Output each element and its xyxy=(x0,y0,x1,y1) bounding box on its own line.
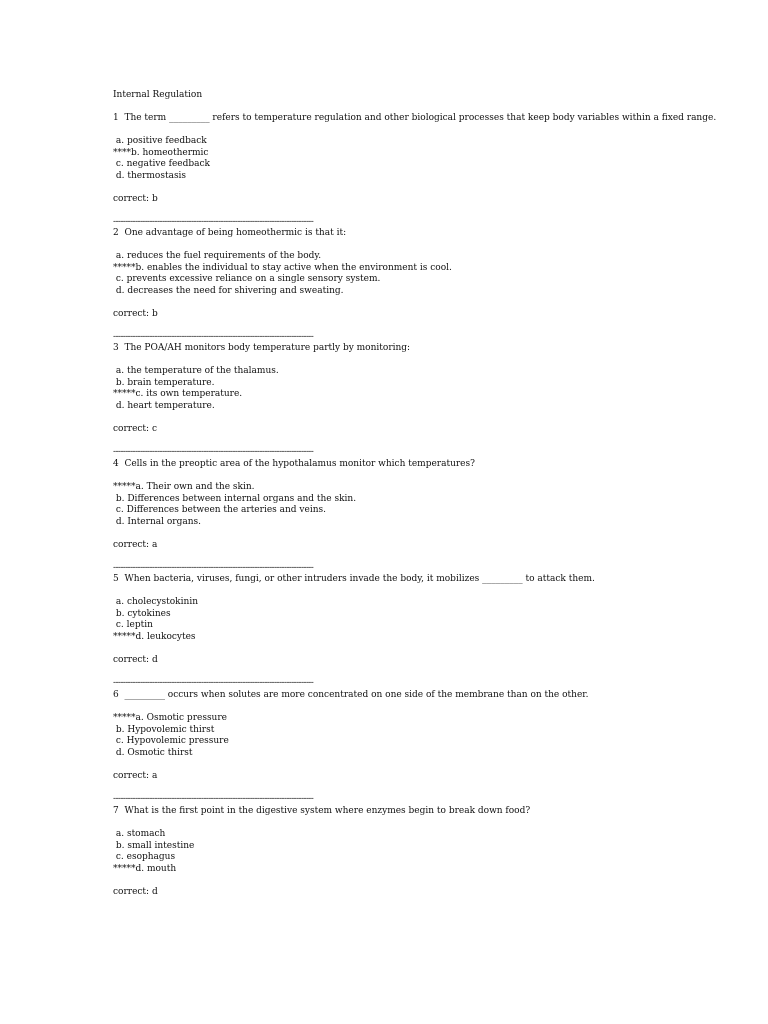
question-1 xyxy=(113,113,717,228)
correct-answer: correct: d xyxy=(113,886,158,897)
option-b: b. Hypovolemic thirst xyxy=(113,724,215,735)
separator-line: ---------------------------------------------------------------------------------- xyxy=(113,793,314,804)
option-c: c. esophagus xyxy=(113,852,176,862)
question-7 xyxy=(113,806,673,898)
correct-answer: correct: b xyxy=(113,308,158,319)
option-c: c. prevents excessive reliance on a single sensory system. xyxy=(113,274,381,284)
correct-answer: correct: a xyxy=(113,539,158,550)
option-b: b. Differences between internal organs and the skin. xyxy=(113,493,357,504)
question-text: 6 _________ occurs when solutes are more concentrated on one side of the membrane than on the other. xyxy=(113,690,589,700)
options-list xyxy=(113,136,673,182)
question-text: 3 The POA/AH monitors body temperature partly by monitoring: xyxy=(113,343,411,353)
correct-answer: correct: c xyxy=(113,423,157,434)
separator-line: ---------------------------------------------------------------------------------- xyxy=(113,677,314,688)
question-text: 1 The term _________ refers to temperature regulation and other biological processes that keep body variables within a fixed range. xyxy=(113,113,717,123)
option-a: a. the temperature of the thalamus. xyxy=(113,366,279,376)
options-list xyxy=(113,597,673,643)
option-d: d. thermostasis xyxy=(113,170,187,181)
question-5 xyxy=(113,574,673,689)
option-a: a. stomach xyxy=(113,829,166,839)
option-c: c. negative feedback xyxy=(113,159,211,169)
option-a: *****a. Their own and the skin. xyxy=(113,482,255,492)
question-3 xyxy=(113,343,673,458)
option-b: *****b. enables the individual to stay active when the environment is cool. xyxy=(113,262,452,273)
correct-answer: correct: b xyxy=(113,193,158,204)
option-d: *****d. leukocytes xyxy=(113,631,196,642)
option-a: *****a. Osmotic pressure xyxy=(113,713,227,723)
question-4 xyxy=(113,459,673,574)
question-text: 5 When bacteria, viruses, fungi, or other intruders invade the body, it mobilizes _________ to attack them. xyxy=(113,574,595,584)
option-b: b. small intestine xyxy=(113,840,195,851)
option-c: c. Hypovolemic pressure xyxy=(113,736,229,746)
option-a: a. positive feedback xyxy=(113,136,207,146)
option-a: a. cholecystokinin xyxy=(113,597,198,607)
option-b: b. brain temperature. xyxy=(113,377,215,388)
option-d: d. Osmotic thirst xyxy=(113,747,193,758)
option-b: ****b. homeothermic xyxy=(113,147,209,158)
document-title: Internal Regulation xyxy=(113,90,203,100)
option-c: c. leptin xyxy=(113,620,153,630)
option-d: d. heart temperature. xyxy=(113,400,215,411)
question-text: 4 Cells in the preoptic area of the hypothalamus monitor which temperatures? xyxy=(113,459,475,469)
options-list xyxy=(113,713,673,759)
option-c: c. Differences between the arteries and veins. xyxy=(113,505,326,515)
option-b: b. cytokines xyxy=(113,608,171,619)
option-c: *****c. its own temperature. xyxy=(113,389,243,399)
options-list xyxy=(113,482,673,528)
question-6 xyxy=(113,690,673,805)
question-2 xyxy=(113,228,673,343)
correct-answer: correct: a xyxy=(113,770,158,781)
options-list xyxy=(113,366,673,412)
separator-line: ---------------------------------------------------------------------------------- xyxy=(113,446,314,457)
options-list xyxy=(113,829,673,875)
separator-line: ---------------------------------------------------------------------------------- xyxy=(113,216,314,227)
option-a: a. reduces the fuel requirements of the body. xyxy=(113,251,322,261)
option-d: d. decreases the need for shivering and sweating. xyxy=(113,285,344,296)
correct-answer: correct: d xyxy=(113,654,158,665)
option-d: *****d. mouth xyxy=(113,863,177,874)
separator-line: ---------------------------------------------------------------------------------- xyxy=(113,331,314,342)
separator-line: ---------------------------------------------------------------------------------- xyxy=(113,562,314,573)
options-list xyxy=(113,251,673,297)
option-d: d. Internal organs. xyxy=(113,516,201,527)
question-text: 7 What is the first point in the digestive system where enzymes begin to break down food? xyxy=(113,806,531,816)
question-text: 2 One advantage of being homeothermic is that it: xyxy=(113,228,347,238)
